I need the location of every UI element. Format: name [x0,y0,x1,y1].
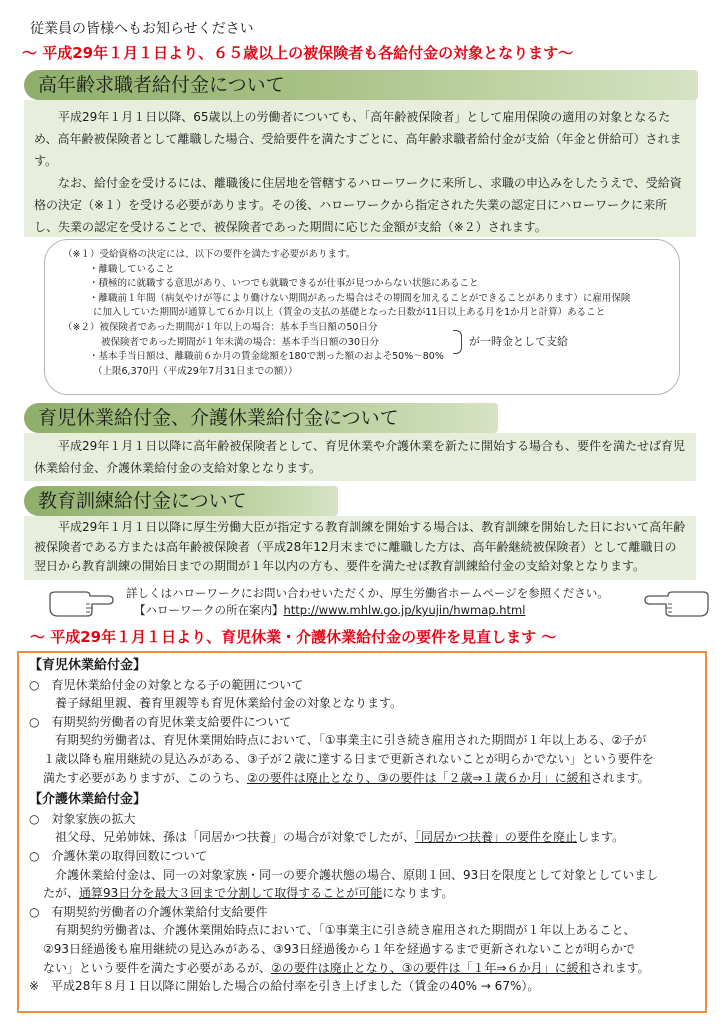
section-title-education-training: 教育訓練給付金について [24,486,338,516]
nursing-footnote: ※ 平成28年８月１日以降に開始した場合の給付率を引き上げました（賃金の40% → 67%）。 [29,979,540,994]
childcare-item2-line3-emphasis: ②の要件は廃止となり、③の要件は「２歳⇒１歳６か月」に緩和 [247,770,591,785]
note2-line-d: （上限6,370円（平成29年7月31日までの額）） [93,365,298,377]
childcare-item1-title: ○ 育児休業給付金の対象となる子の範囲について [29,677,304,692]
childcare-item2-line1: 有期契約労働者は、育児休業開始時点において、「①事業主に引き続き雇用された期間が１年以上ある、②子が [55,733,647,748]
note1-intro: （※１）受給資格の決定には、以下の要件を満たす必要があります。 [63,249,356,260]
section-title-senior-jobseeker: 高年齢求職者給付金について [24,70,698,100]
nursing-item1-body [29,828,693,847]
info-contact: 詳しくはハローワークにお問い合わせいただくか、厚生労働省ホームページを参照ください。 [126,586,609,600]
section-body-education-training [24,516,696,580]
nursing-item1-a: 祖父母、兄弟姉妹、孫は「同居かつ扶養」の場合が対象でしたが、 [55,830,416,845]
lump-sum-label: が一時金として支給 [469,335,568,348]
childcare-item2-line2: １歳以降も雇用継続の見込みがある、③子が２歳に達する日まで更新されないことが明らかでない」という要件を [43,751,654,766]
senior-jobseeker-para-2: なお、給付金を受けるには、離職後に住居地を管轄するハローワークに来所し、求職の申込みをしたうえで、受給資格の決定（※１）を受ける必要があります。その後、ハローワークから指定された失業の認定日にハローワークに来所し、失業の認定を受けることで、被保険者であった期間に応じた金額が支給（※２）されます。 [34,176,682,234]
info-office-guide [134,602,525,618]
office-guide-link[interactable]: http://www.mhlw.go.jp/kyujin/hwmap.html [283,603,526,617]
leave-benefits-para: 平成29年１月１日以降に高年齢被保険者として、育児休業や介護休業を新たに開始する場合も、要件を満たせば育児休業給付金、介護休業給付金の支給対象となります。 [34,439,686,475]
requirements-notes [44,239,680,395]
note1-item-3b: に加入していた期間が通算して６か月以上（賃金の支払の基礎となった日数が11日以上ある月を1か月と計算）あること [93,307,606,319]
note1-item-1: ・離職していること [89,263,175,275]
childcare-item2-line3-a: 満たす必要がありますが、このうち、 [43,770,248,785]
nursing-item1-title: ○ 対象家族の拡大 [29,811,136,826]
childcare-item2-title: ○ 有期契約労働者の育児休業支給要件について [29,714,292,729]
note2-line-a: （※２）被保険者であった期間が１年以上の場合：基本手当日額の50日分 [63,321,378,333]
childcare-item2-line3 [29,769,693,788]
nursing-item2-line2 [29,884,693,903]
nursing-item2-line1: 介護休業給付金は、同一の対象家族・同一の要介護状態の場合、原則１回、93日を限度として対象としていまし [55,867,659,882]
nursing-item3-title: ○ 有期契約労働者の介護休業給付支給要件 [29,904,268,919]
section-body-leave-benefits [24,433,696,481]
revisions-box [17,651,707,1013]
note1-item-3a: ・離職前１年間（病気やけが等により働けない期間があった場合はその期間を加えることができることがあります）に雇用保険 [89,292,631,304]
senior-jobseeker-para-1: 平成29年１月１日以降、65歳以上の労働者についても、「高年齢被保険者」として雇用保険の適用の対象となるため、高年齢被保険者として離職した場合、受給要件を満たすごとに、高年齢求職者給付金が支給（年金と併給可）されます。 [34,110,682,168]
note2-line-c: ・基本手当日額は、離職前６か月の賃金総額を180で割った額のおよそ50%～80% [89,351,444,363]
nursing-item2-line2-emphasis: 通算93日分を最大３回まで分割して取得することが可能 [79,886,383,901]
nursing-item1-emphasis: 「同居かつ扶養」の要件を廃止 [415,830,578,845]
childcare-item1-body: 養子縁組里親、養育里親等も育児休業給付金の対象となります。 [55,696,403,711]
headline-age65: ～ 平成29年１月１日より、６５歳以上の被保険者も各給付金の対象となります～ [22,44,574,62]
nursing-item2-title: ○ 介護休業の取得回数について [29,848,208,863]
brace-mark [453,330,462,354]
note2-line-b: 被保険者であった期間が１年未満の場合：基本手当日額の30日分 [101,336,379,348]
note1-item-2: ・積極的に就職する意思があり、いつでも就職できるが仕事が見つからない状態にあること [89,278,479,290]
pointing-hand-left-icon [642,586,712,620]
section-title-leave-benefits: 育児休業給付金、介護休業給付金について [24,403,498,433]
nursing-item3-line1: 有期契約労働者は、介護休業開始時点において、「①事業主に引き続き雇用された期間が１年以上あること、 [55,923,636,938]
headline-revisions: ～ 平成29年１月１日より、育児休業・介護休業給付金の要件を見直します ～ [30,628,557,646]
nursing-item3-line3 [29,959,693,978]
education-training-para: 平成29年１月１日以降に厚生労働大臣が指定する教育訓練を開始する場合は、教育訓練を開始した日において高年齢被保険者である方または高年齢被保険者（平成28年12月末までに離職した方は、高年齢継続被保険者）として離職日の翌日から教育訓練の開始日までの期間が１年以内の方も、要件を満たせば教育訓練給付金の支給対象となります。 [34,520,686,573]
childcare-heading: 【育児休業給付金】 [29,658,147,673]
pointing-hand-right-icon [46,586,116,620]
nursing-item3-line3-c: されます。 [590,960,650,975]
nursing-heading: 【介護休業給付金】 [29,792,147,808]
section-body-senior-jobseeker [24,100,696,237]
nursing-item2-line2-a: たが、 [43,886,80,901]
nursing-item2-line2-c: になります。 [382,886,454,901]
childcare-item2-line3-c: されます。 [590,770,650,785]
greeting: 従業員の皆様へもお知らせください [30,21,254,37]
nursing-item1-c: します。 [577,830,625,845]
nursing-item3-line3-a: ない」という要件を満たす必要があるが、 [43,960,272,975]
nursing-item3-line2: ②93日経過後も雇用継続の見込みがある、③93日経過後から１年を経過するまで更新されないことが明らかで [43,941,636,956]
nursing-item3-line3-emphasis: ②の要件は廃止となり、③の要件は「１年⇒６か月」に緩和 [271,960,591,975]
office-guide-label: 【ハローワークの所在案内】 [134,603,284,617]
